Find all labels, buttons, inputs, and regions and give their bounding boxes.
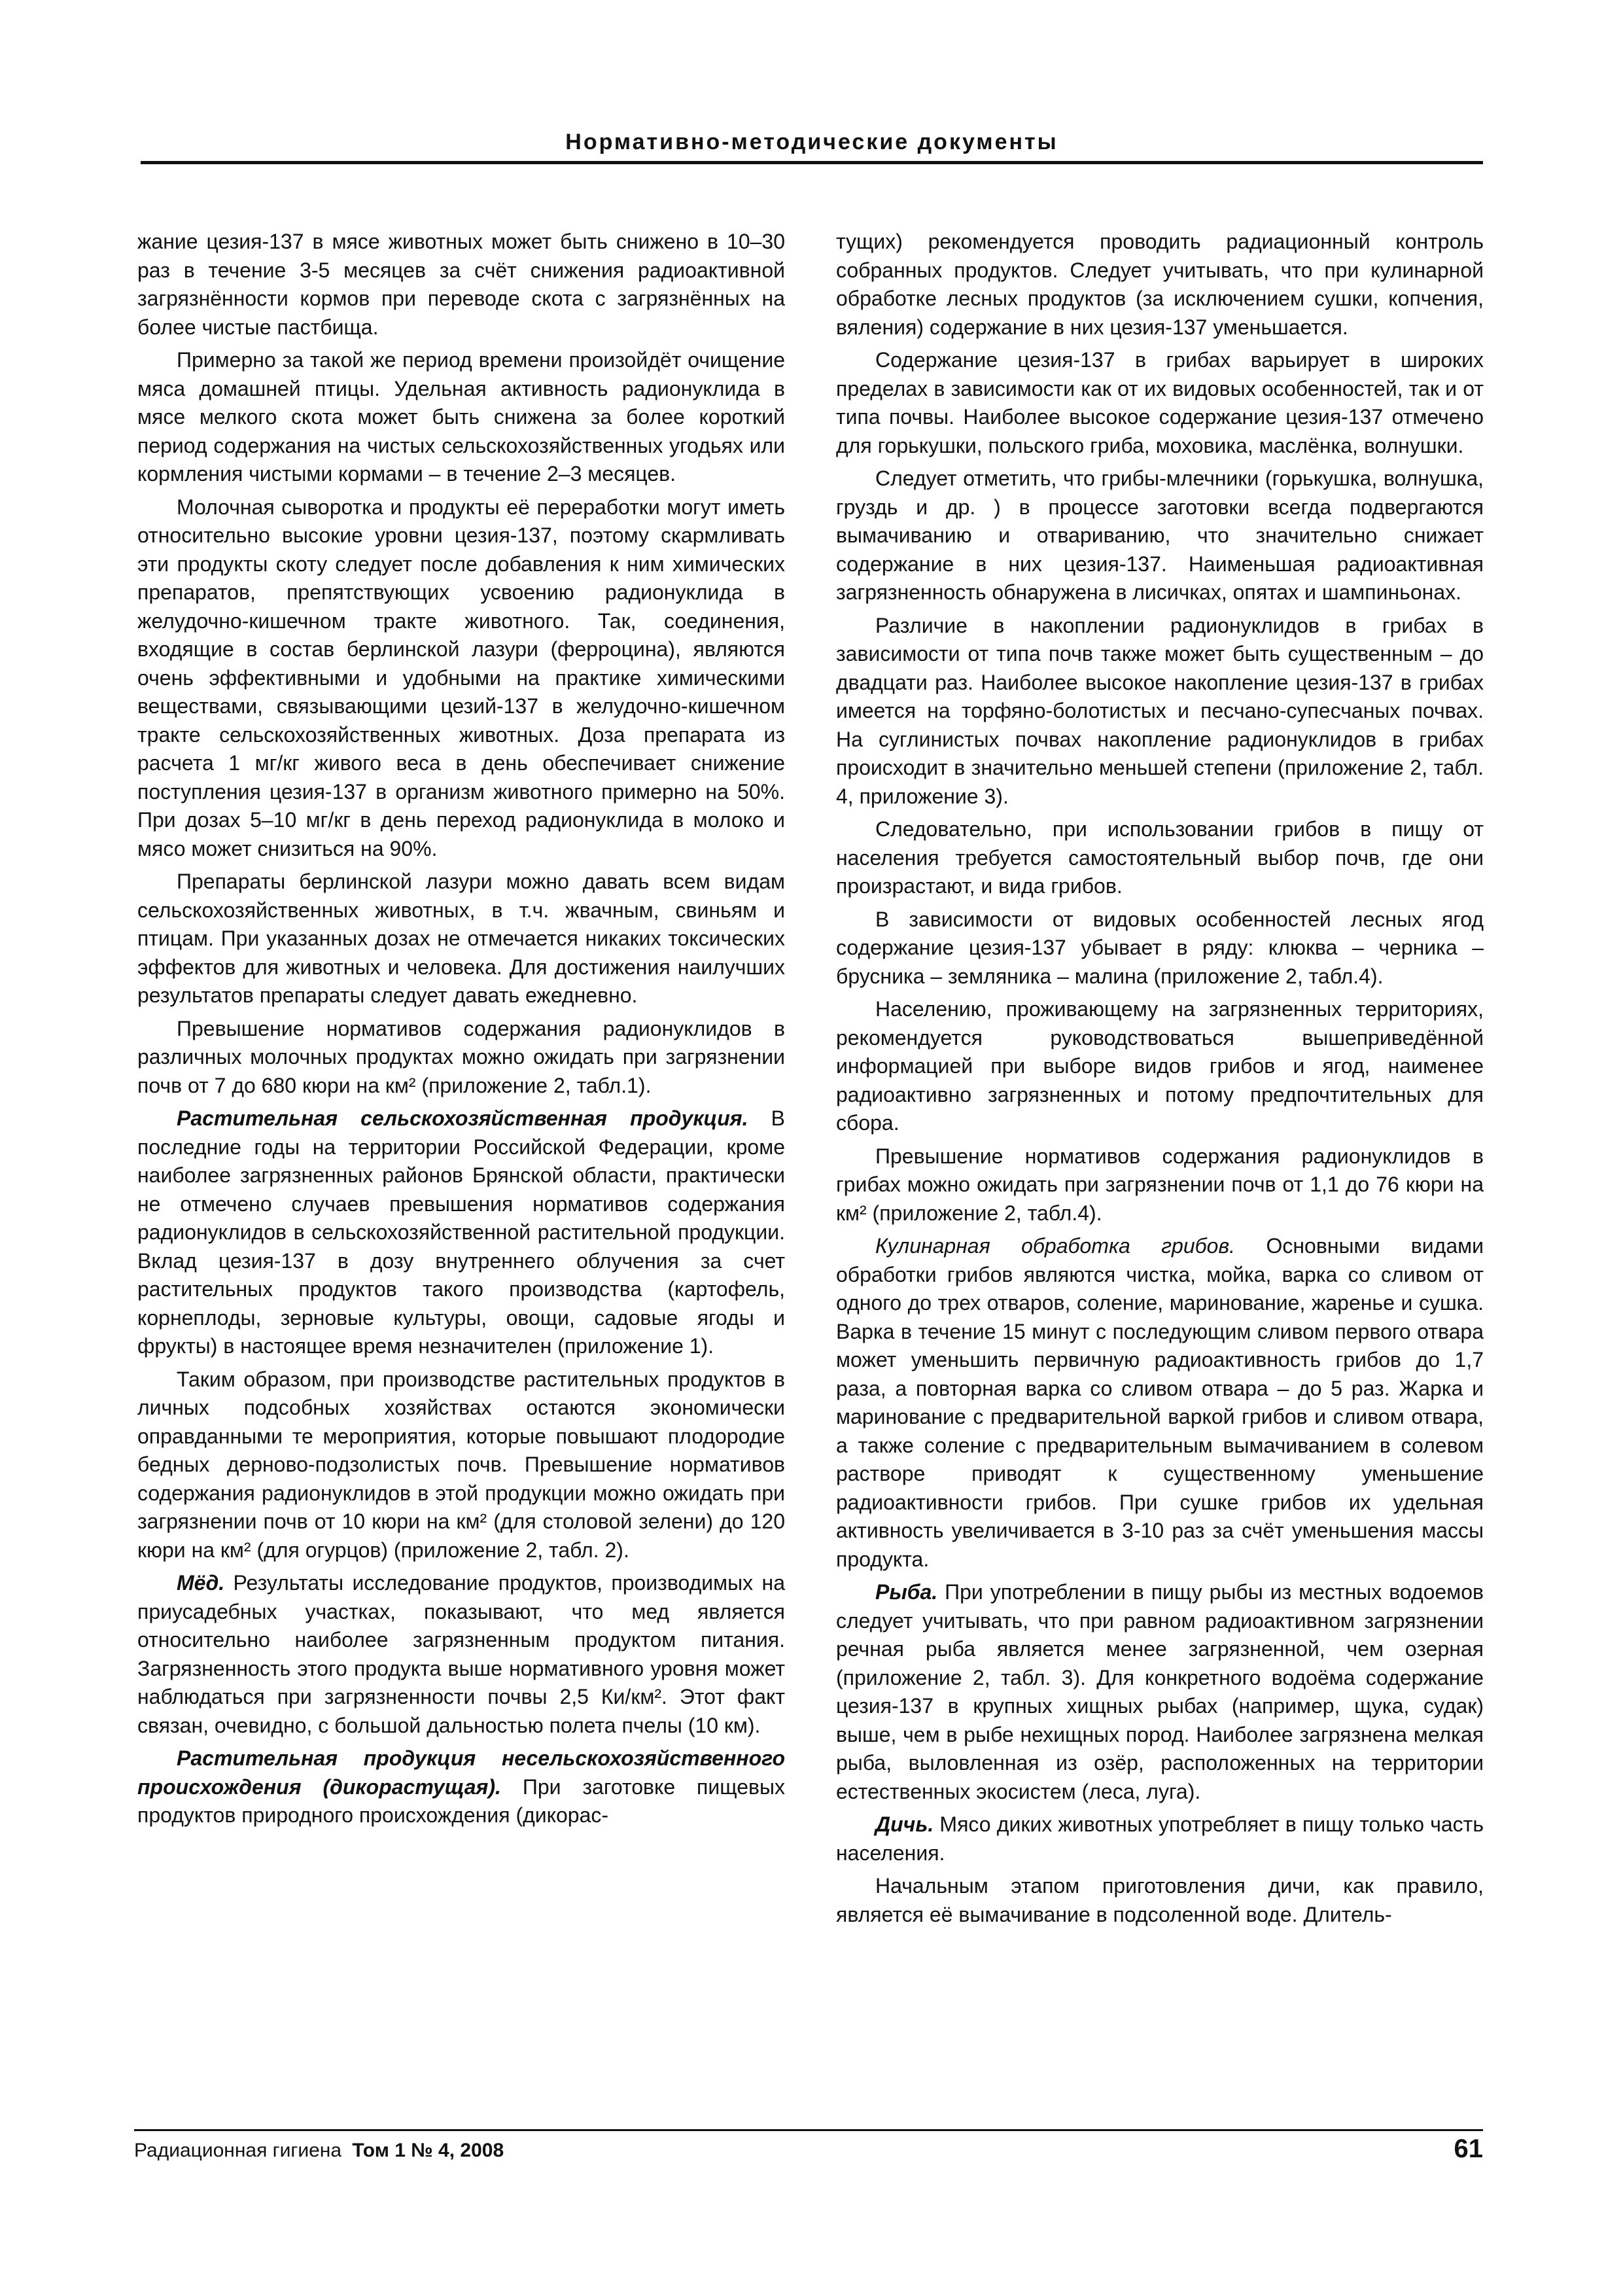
paragraph-text: Превышение нормативов содержания радионуклидов в различных молочных продуктах можно ожидать при загрязнении почв от 7 до 680 кюри на км² (приложение 2, табл.1). — [137, 1016, 785, 1097]
section-heading: Мёд. — [177, 1571, 225, 1595]
footer-citation — [134, 2140, 504, 2162]
paragraph-text: жание цезия-137 в мясе животных может быть снижено в 10–30 раз в течение 3-5 месяцев за счёт снижения радиоактивной загрязнённости кормов при переводе скота с загрязнённых на более чистые пастбища. — [137, 230, 785, 339]
paragraph — [836, 465, 1484, 607]
paragraph-text: Основными видами обработки грибов являются чистка, мойка, варка со сливом от одного до трех отваров, соление, маринование, жаренье и сушка. Варка в течение 15 минут с последующим сливом первого отвара может уменьшить первичную радиоактивность грибов до 1,7 раза, а повторная варка со сливом отвара – до 5 раз. Жарка и маринование с предварительной варкой грибов и сливом отвара, а также соление с предварительным вымачиванием в солевом растворе приводят к существенному уменьшение радиоактивности грибов. При сушке грибов их удельная активность увеличивается в 3-10 раз за счёт уменьшения массы продукта. — [836, 1234, 1484, 1571]
running-header: Нормативно-методические документы — [565, 130, 1058, 154]
paragraph-text: Следует отметить, что грибы-млечники (горькушка, волнушка, груздь и др. ) в процессе заготовки всегда подвергаются вымачиванию и отвариванию, что значительно снижает содержание в них цезия-137. Наименьшая радиоактивная загрязненность обнаружена в лисичках, опятах и шампиньонах. — [836, 467, 1484, 604]
paragraph — [836, 906, 1484, 991]
paragraph — [137, 1744, 785, 1830]
paragraph-text: Примерно за такой же период времени произойдёт очищение мяса домашней птицы. Удельная активность радионуклида в мясе мелкого скота может быть снижена за более короткий период содержания на чистых сельскохозяйственных угодьях или кормления чистыми кормами – в течение 2–3 месяцев. — [137, 348, 785, 486]
paragraph-text: Молочная сыворотка и продукты её переработки могут иметь относительно высокие уровни цезия-137, поэтому скармливать эти продукты скоту следует после добавления к ним химических препаратов, препятствующих усвоению радионуклида в желудочно-кишечном тракте животного. Так, соединения, входящие в состав берлинской лазури (ферроцина), являются очень эффективными и удобными на практике химическими веществами, связывающими цезий-137 в желудочно-кишечном тракте сельскохозяйственных животных. Доза препарата из расчета 1 мг/кг живого веса в день обеспечивает снижение поступления цезия-137 в организм животного примерно на 50%. При дозах 5–10 мг/кг в день переход радионуклида в молоко и мясо может снизиться на 90%. — [137, 495, 785, 860]
issue-info: Том 1 № 4, 2008 — [352, 2140, 504, 2161]
paragraph — [836, 995, 1484, 1138]
paragraph-text: В зависимости от видовых особенностей лесных ягод содержание цезия-137 убывает в ряду: клюква – черника – брусника – земляника – малина (приложение 2, табл.4). — [836, 907, 1484, 988]
paragraph — [836, 815, 1484, 901]
paragraph-text: Мясо диких животных употребляет в пищу только часть населения. — [836, 1812, 1484, 1865]
paragraph — [836, 612, 1484, 811]
footer-rule — [134, 2129, 1483, 2131]
paragraph-text: Следовательно, при использовании грибов в пищу от населения требуется самостоятельный выбор почв, где они произрастают, и вида грибов. — [836, 817, 1484, 898]
paragraph-text: Результаты исследование продуктов, производимых на приусадебных участках, показывают, что мед является относительно наиболее загрязненным продуктом питания. Загрязненность этого продукта выше нормативного уровня может наблюдаться при загрязненности почвы 2,5 Ки/км². Этот факт связан, очевидно, с большой дальностью полета пчелы (10 км). — [137, 1571, 786, 1737]
journal-name: Радиационная гигиена — [134, 2140, 342, 2161]
paragraph-text: Препараты берлинской лазури можно давать всем видам сельскохозяйственных животных, в т.ч. жвачным, свиньям и птицам. При указанных дозах не отмечается никаких токсических эффектов для животных и человека. Для достижения наилучших результатов препараты следует давать ежедневно. — [137, 870, 785, 1007]
paragraph — [137, 1366, 785, 1565]
section-heading: Дичь. — [875, 1812, 934, 1836]
right-column — [836, 228, 1484, 1934]
page-number: 61 — [1454, 2134, 1483, 2163]
paragraph — [836, 1872, 1484, 1929]
paragraph — [137, 1104, 785, 1361]
section-heading: Растительная продукция несельскохозяйственного происхождения (дикорастущая). — [137, 1746, 785, 1799]
paragraph — [836, 1810, 1484, 1867]
section-heading: Рыба. — [875, 1580, 938, 1604]
paragraph — [137, 1015, 785, 1101]
section-heading: Растительная сельскохозяйственная продукция. — [177, 1106, 748, 1130]
paragraph — [137, 346, 785, 489]
left-column — [137, 228, 785, 1835]
paragraph — [137, 493, 785, 864]
section-heading: Кулинарная обработка грибов. — [875, 1234, 1236, 1258]
paragraph — [836, 346, 1484, 460]
paragraph-text: Таким образом, при производстве растительных продуктов в личных подсобных хозяйствах остаются экономически оправданными те мероприятия, которые повышают плодородие бедных дерново-подзолистых почв. Превышение нормативов содержания радионуклидов в этой продукции можно ожидать при загрязнении почв от 10 кюри на км² (для столовой зелени) до 120 кюри на км² (для огурцов) (приложение 2, табл. 2). — [137, 1367, 785, 1562]
paragraph — [137, 1569, 785, 1740]
paragraph — [137, 868, 785, 1010]
paragraph — [836, 1578, 1484, 1806]
paragraph-text: Населению, проживающему на загрязненных территориях, рекомендуется руководствоваться вышеприведённой информацией при выборе видов грибов и ягод, наименее радиоактивно загрязненных и потому предпочтительных для сбора. — [836, 997, 1484, 1135]
paragraph-text: Превышение нормативов содержания радионуклидов в грибах можно ожидать при загрязнении почв от 1,1 до 76 кюри на км² (приложение 2, табл.4). — [836, 1144, 1484, 1225]
paragraph — [836, 228, 1484, 342]
paragraph — [836, 1142, 1484, 1228]
paragraph-text: Начальным этапом приготовления дичи, как правило, является её вымачивание в подсоленной воде. Длитель- — [836, 1874, 1484, 1926]
paragraph — [836, 1232, 1484, 1574]
paragraph-text: Различие в накоплении радионуклидов в грибах в зависимости от типа почв также может быть существенным – до двадцати раз. Наиболее высокое накопление цезия-137 в грибах имеется на торфяно-болотистых и песчано-супесчаных почвах. На суглинистых почвах накопление радионуклидов в грибах происходит в значительно меньшей степени (приложение 2, табл. 4, приложение 3). — [836, 613, 1484, 808]
paragraph-text: Содержание цезия-137 в грибах варьирует в широких пределах в зависимости как от их видовых особенностей, так и от типа почвы. Наиболее высокое содержание цезия-137 отмечено для горькушки, польского гриба, моховика, маслёнка, волнушки. — [836, 348, 1484, 457]
paragraph-text: В последние годы на территории Российской Федерации, кроме наиболее загрязненных районов Брянской области, практически не отмечено случаев превышения нормативов содержания радионуклидов в сельскохозяйственной растительной продукции. Вклад цезия-137 в дозу внутреннего облучения за счет растительных продуктов такого производства (картофель, корнеплоды, зерновые культуры, овощи, садовые ягоды и фрукты) в настоящее время незначителен (приложение 1). — [137, 1106, 786, 1358]
paragraph — [137, 228, 785, 342]
paragraph-text: тущих) рекомендуется проводить радиационный контроль собранных продуктов. Следует учитывать, что при кулинарной обработке лесных продуктов (за исключением сушки, копчения, вяления) содержание в них цезия-137 уменьшается. — [836, 230, 1484, 339]
paragraph-text: При заготовке пищевых продуктов природного происхождения (дикорас- — [137, 1775, 786, 1827]
header-rule — [141, 161, 1483, 164]
paragraph-text: При употреблении в пищу рыбы из местных водоемов следует учитывать, что при равном радиоактивном загрязнении речная рыба является менее загрязненной, чем озерная (приложение 2, табл. 3). Для конкретного водоёма содержание цезия-137 в крупных хищных рыбах (например, щука, судак) выше, чем в рыбе нехищных пород. Наиболее загрязнена мелкая рыба, выловленная из озёр, расположенных на территории естественных экосистем (леса, луга). — [836, 1580, 1484, 1803]
